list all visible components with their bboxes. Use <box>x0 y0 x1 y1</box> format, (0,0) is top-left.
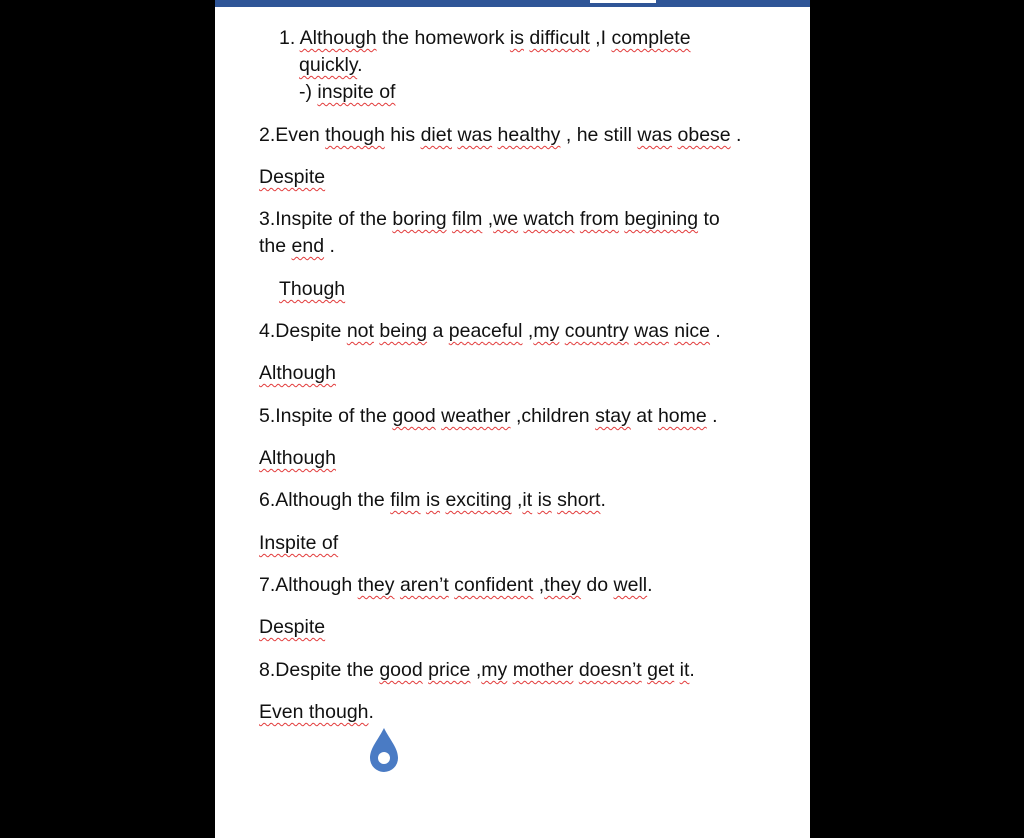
toolbar-strip <box>215 0 810 7</box>
exercise-line-5: 5.Inspite of the good weather ,children stay at home . <box>259 405 718 427</box>
exercise-line-2: 2.Even though his diet was healthy , he still was obese . <box>259 124 742 146</box>
exercise-answer-3: Though <box>279 278 346 300</box>
exercise-answer-2: Despite <box>259 166 326 188</box>
active-tab-indicator <box>590 0 656 3</box>
exercise-answer-5: Although <box>259 447 336 469</box>
exercise-line-3b: the end . <box>259 235 335 257</box>
exercise-line-7: 7.Although they aren’t confident ,they do well. <box>259 574 653 596</box>
exercise-line-1a: 1. Although the homework is difficult ,I complete <box>279 27 691 49</box>
exercise-answer-8: Even though. <box>259 701 374 723</box>
exercise-line-8: 8.Despite the good price ,my mother doesn’t get it. <box>259 659 695 681</box>
exercise-line-4: 4.Despite not being a peaceful ,my country was nice . <box>259 320 721 342</box>
exercise-answer-4: Although <box>259 362 336 384</box>
text-selection-handle-icon[interactable] <box>368 726 400 774</box>
exercise-line-3a: 3.Inspite of the boring film ,we watch from begining to <box>259 208 720 230</box>
document-page <box>215 0 810 838</box>
exercise-line-1b: quickly. <box>299 54 363 76</box>
exercise-answer-6: Inspite of <box>259 532 339 554</box>
exercise-answer-7: Despite <box>259 616 326 638</box>
exercise-answer-1: -) inspite of <box>299 81 396 103</box>
exercise-line-6: 6.Although the film is exciting ,it is short. <box>259 489 606 511</box>
